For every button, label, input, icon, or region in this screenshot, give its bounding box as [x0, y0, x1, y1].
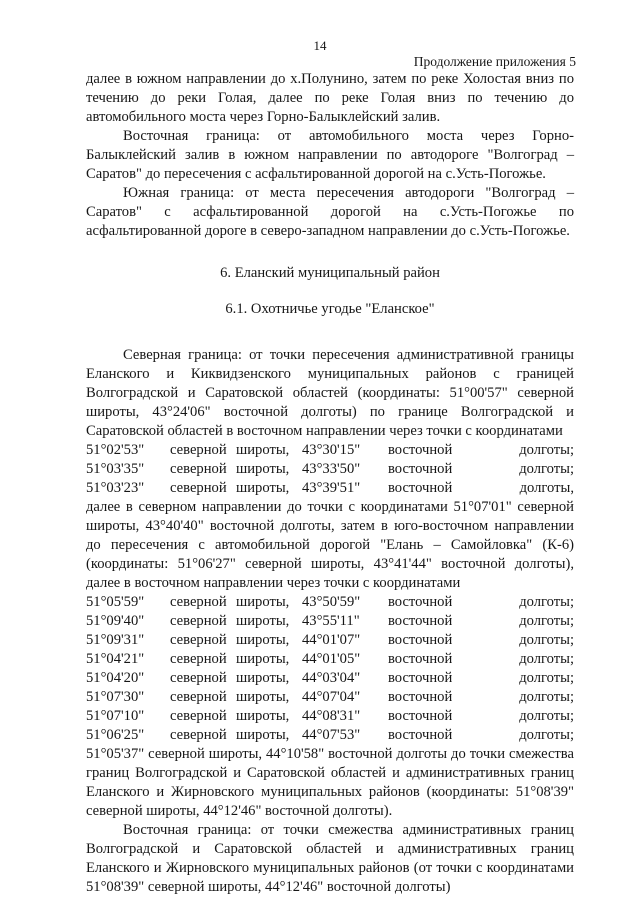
longitude-word: восточной [388, 632, 453, 648]
longitude-label: долготы; [519, 670, 574, 686]
coordinate-row [86, 631, 574, 650]
coordinate-row [86, 650, 574, 669]
latitude-value: 51°04'20" [86, 670, 145, 686]
paragraph-south-border: Южная граница: от места пересечения автодороги "Волгоград – Саратов" с асфальтированной дорогой на с.Усть-Погожье по асфальтированной дороге в северо-западном направлении до с.Усть-Погожье. [86, 185, 574, 239]
longitude-value: 43°39'51" [302, 480, 361, 496]
latitude-label: широты, [236, 632, 290, 648]
north-border-intro: Северная граница: от точки пересечения административной границы Еланского и Киквидзенского муниципальных районов с границей Волгоградской и Саратовской областей (координаты: 51°00'57" северной широты, 43°24'06" восточной долготы) по границе Волгоградской и Саратовской областей в восточном направлении через точки с координатами [86, 347, 574, 439]
latitude-value: 51°09'40" [86, 613, 145, 629]
latitude-value: 51°03'23" [86, 480, 145, 496]
latitude-label: широты, [236, 594, 290, 610]
longitude-word: восточной [388, 594, 453, 610]
latitude-value: 51°06'25" [86, 727, 145, 743]
longitude-value: 44°01'07" [302, 632, 361, 648]
coordinate-list-2 [86, 593, 574, 745]
latitude-value: 51°07'30" [86, 689, 145, 705]
north-border-middle: далее в северном направлении до точки с координатами 51°07'01" северной широты, 43°40'40" восточной долготы, затем в юго-восточном направлении до пересечения с автомобильной дорогой "Елань – Самойловка" (К-6) (координаты: 51°06'27" северной широты, 43°41'44" восточной долготы), далее в восточном направлении через точки с координатами [86, 499, 574, 591]
latitude-value: 51°03'35" [86, 461, 145, 477]
longitude-word: восточной [388, 480, 453, 496]
latitude-value: 51°04'21" [86, 651, 145, 667]
longitude-word: восточной [388, 651, 453, 667]
coordinate-list-1 [86, 441, 574, 498]
latitude-word: северной [170, 670, 227, 686]
latitude-word: северной [170, 708, 227, 724]
latitude-word: северной [170, 442, 227, 458]
latitude-word: северной [170, 727, 227, 743]
longitude-value: 44°07'53" [302, 727, 361, 743]
paragraph-continuation: далее в южном направлении до х.Полунино, затем по реке Холостая вниз по течению до реки Голая, далее по реке Голая вниз по течению до автомобильного моста через Горно-Балыклейский залив. [86, 71, 574, 125]
latitude-value: 51°05'59" [86, 594, 145, 610]
appendix-note: Продолжение приложения 5 [413, 54, 576, 69]
latitude-value: 51°02'53" [86, 442, 145, 458]
longitude-label: долготы, [519, 480, 574, 496]
longitude-value: 44°01'05" [302, 651, 361, 667]
longitude-value: 44°03'04" [302, 670, 361, 686]
coordinate-row [86, 460, 574, 479]
paragraph-east-border: Восточная граница: от автомобильного моста через Горно-Балыклейский залив в южном направлении по автодороге "Волгоград – Саратов" до пересечения с асфальтированной дорогой на с.Усть-Погожье. [86, 128, 574, 182]
east-border-paragraph: Восточная граница: от точки смежества административных границ Волгоградской и Саратовской областей и административных границ Еланского и Жирновского муниципальных районов (от точки с координатами 51°08'39" северной широты, 44°12'46" восточной долготы) [86, 822, 574, 895]
coordinate-row [86, 688, 574, 707]
longitude-label: долготы; [519, 727, 574, 743]
latitude-value: 51°09'31" [86, 632, 145, 648]
latitude-label: широты, [236, 461, 290, 477]
latitude-word: северной [170, 689, 227, 705]
coordinate-row [86, 669, 574, 688]
longitude-word: восточной [388, 613, 453, 629]
latitude-label: широты, [236, 670, 290, 686]
longitude-word: восточной [388, 708, 453, 724]
latitude-word: северной [170, 480, 227, 496]
document-body [86, 70, 574, 897]
latitude-label: широты, [236, 708, 290, 724]
latitude-label: широты, [236, 613, 290, 629]
coordinate-row [86, 612, 574, 631]
coordinate-row [86, 726, 574, 745]
longitude-word: восточной [388, 727, 453, 743]
longitude-word: восточной [388, 689, 453, 705]
longitude-label: долготы; [519, 689, 574, 705]
longitude-value: 43°30'15" [302, 442, 361, 458]
coordinate-row [86, 441, 574, 460]
longitude-value: 43°50'59" [302, 594, 361, 610]
latitude-label: широты, [236, 689, 290, 705]
hunting-ground-heading: 6.1. Охотничье угодье "Еланское" [225, 301, 435, 317]
longitude-value: 44°08'31" [302, 708, 361, 724]
longitude-word: восточной [388, 670, 453, 686]
latitude-label: широты, [236, 480, 290, 496]
longitude-label: долготы; [519, 442, 574, 458]
latitude-label: широты, [236, 651, 290, 667]
latitude-value: 51°07'10" [86, 708, 145, 724]
longitude-label: долготы; [519, 461, 574, 477]
longitude-value: 43°55'11" [302, 613, 360, 629]
longitude-word: восточной [388, 442, 453, 458]
longitude-word: восточной [388, 461, 453, 477]
district-heading: 6. Еланский муниципальный район [220, 265, 440, 281]
north-border-closing: 51°05'37" северной широты, 44°10'58" восточной долготы до точки смежества границ Волгоградской и Саратовской областей и административных границ Еланского и Жирновского муниципальных районов (координаты: 51°08'39" северной широты, 44°12'46" восточной долготы). [86, 746, 574, 819]
longitude-label: долготы; [519, 594, 574, 610]
latitude-label: широты, [236, 442, 290, 458]
longitude-label: долготы; [519, 632, 574, 648]
longitude-value: 44°07'04" [302, 689, 361, 705]
longitude-label: долготы; [519, 708, 574, 724]
coordinate-row [86, 707, 574, 726]
longitude-value: 43°33'50" [302, 461, 361, 477]
coordinate-row [86, 479, 574, 498]
longitude-label: долготы; [519, 613, 574, 629]
latitude-word: северной [170, 613, 227, 629]
page-number: 14 [313, 38, 327, 53]
latitude-word: северной [170, 651, 227, 667]
coordinate-row [86, 593, 574, 612]
longitude-label: долготы; [519, 651, 574, 667]
latitude-word: северной [170, 632, 227, 648]
latitude-word: северной [170, 461, 227, 477]
latitude-word: северной [170, 594, 227, 610]
latitude-label: широты, [236, 727, 290, 743]
